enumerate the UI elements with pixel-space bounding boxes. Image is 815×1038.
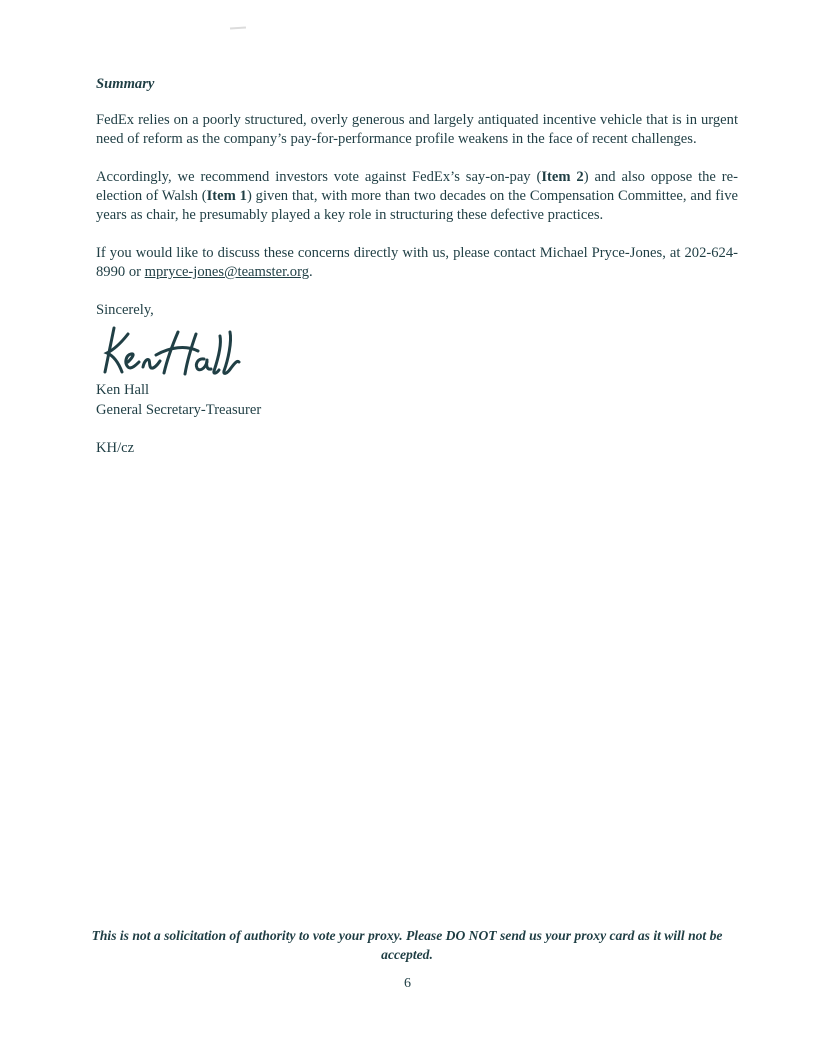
paragraph-recommendation xyxy=(96,168,738,225)
paragraph-contact xyxy=(96,244,738,282)
reference-initials: KH/cz xyxy=(96,440,135,456)
signer-title: General Secretary-Treasurer xyxy=(96,402,262,418)
page-number: 6 xyxy=(404,976,411,991)
closing-salutation: Sincerely, xyxy=(96,302,154,318)
item-1-bold: Item 1 xyxy=(206,188,247,204)
item-2-bold: Item 2 xyxy=(541,169,584,185)
summary-heading: Summary xyxy=(96,76,155,92)
paragraph-summary: FedEx relies on a poorly structured, overly generous and largely antiquated incentive vehicle that is in urgent need of reform as the company’s pay-for-performance profile weakens in the face of recent challenges. xyxy=(96,112,738,147)
email-link[interactable]: mpryce-jones@teamster.org xyxy=(144,264,309,280)
signature-image xyxy=(98,324,738,380)
signature-ken-hall-icon xyxy=(98,324,268,380)
proxy-disclaimer: This is not a solicitation of authority to vote your proxy. Please DO NOT send us your proxy card as it will not be accepted. xyxy=(91,928,723,962)
paragraph-recommendation-segment: Accordingly, we recommend investors vote against FedEx’s say-on-pay ( xyxy=(96,169,542,185)
signer-name: Ken Hall xyxy=(96,382,150,398)
scan-artifact xyxy=(230,26,246,29)
paragraph-recommendation-segment: ) given that, with more than two decades on the Compensation Committee, and five years as chair, he presumably played a key role in structuring these defective practices. xyxy=(96,188,738,223)
paragraph-recommendation-segment: ) and also oppose the re-election of Walsh ( xyxy=(96,169,738,204)
paragraph-contact-segment: . xyxy=(309,264,313,280)
paragraph-contact-segment: If you would like to discuss these concerns directly with us, please contact Michael Pryce-Jones, at 202-624-8990 or xyxy=(96,245,738,280)
letter-body xyxy=(96,76,738,458)
